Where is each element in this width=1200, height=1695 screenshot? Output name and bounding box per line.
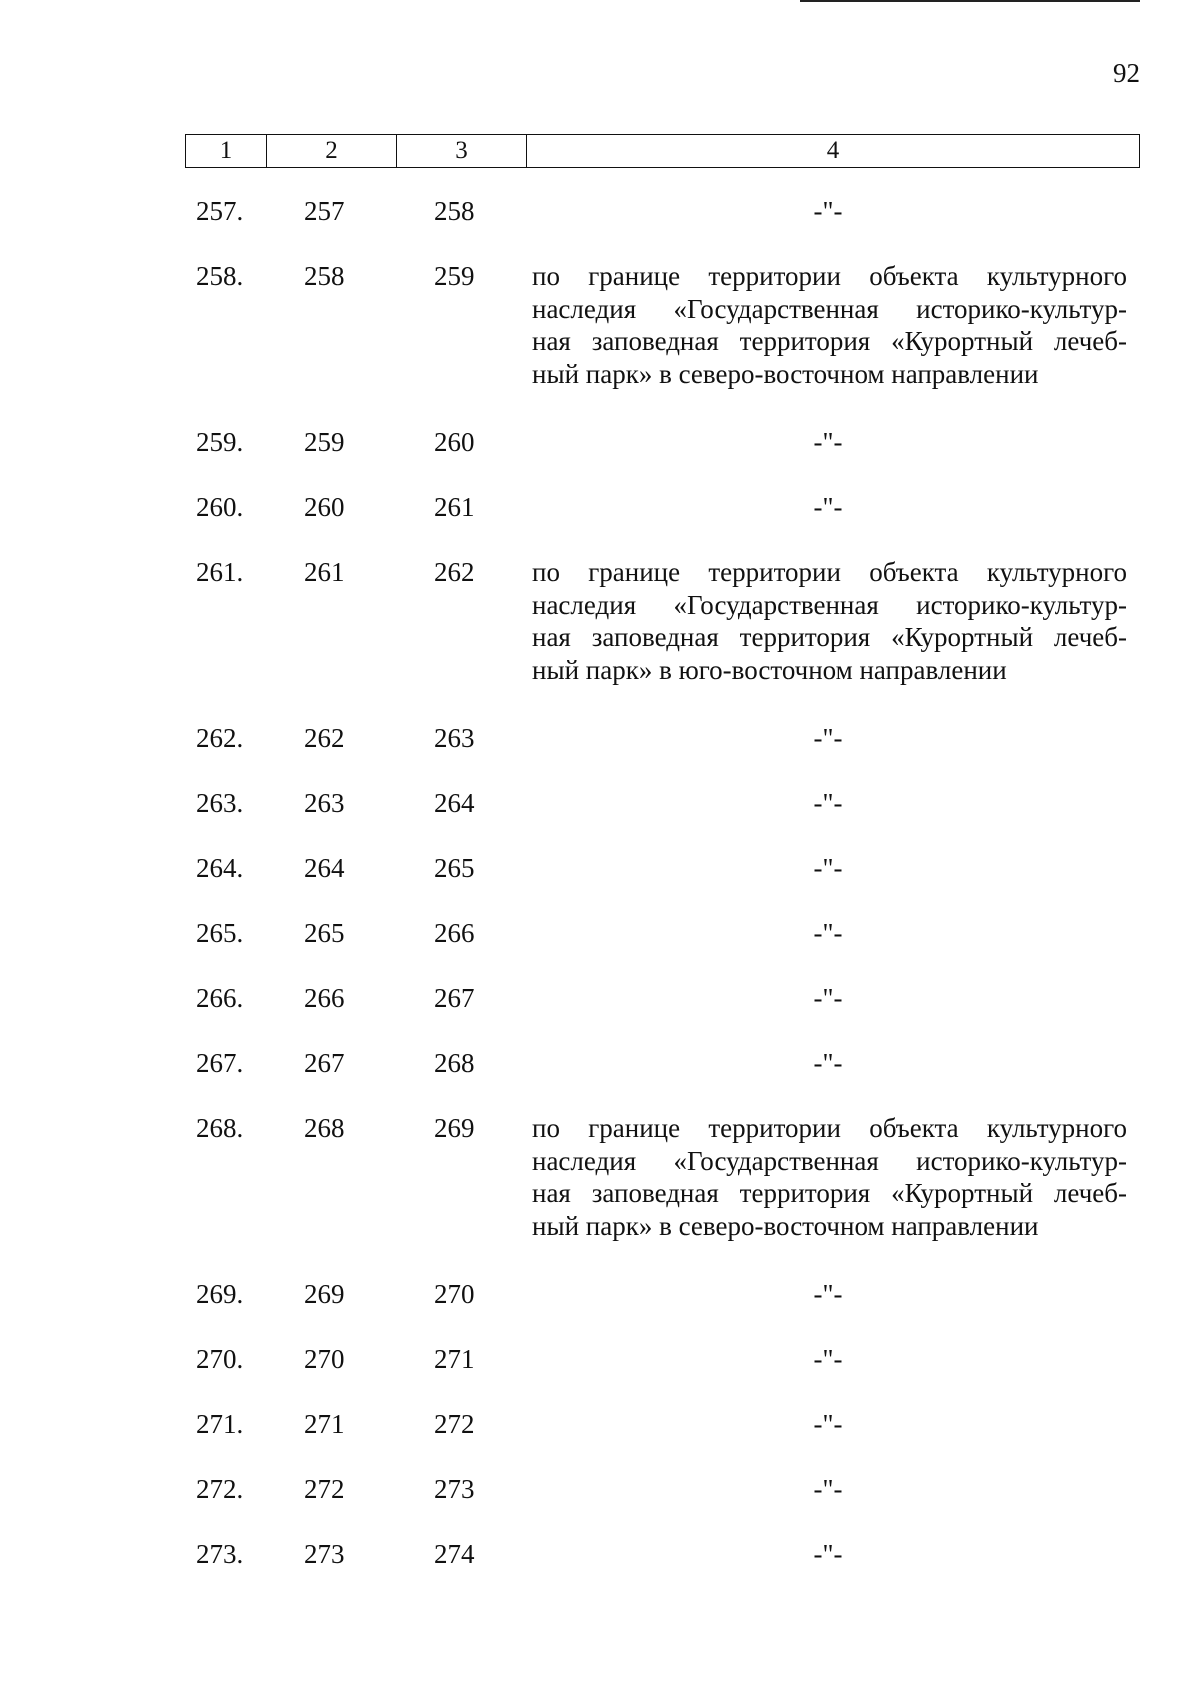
point-from: 271: [304, 1409, 345, 1439]
row-number: 257.: [196, 196, 244, 226]
point-from: 273: [304, 1539, 345, 1569]
point-from: 258: [304, 261, 345, 291]
boundary-description: -"-: [813, 788, 843, 818]
row-number: 258.: [196, 261, 244, 291]
point-to: 271: [434, 1344, 475, 1374]
boundary-description: -"-: [813, 1279, 843, 1309]
point-to: 270: [434, 1279, 475, 1309]
point-from: 263: [304, 788, 345, 818]
point-from: 266: [304, 983, 345, 1013]
row-number: 263.: [196, 788, 244, 818]
point-to: 263: [434, 723, 475, 753]
point-to: 268: [434, 1048, 475, 1078]
point-from: 260: [304, 492, 345, 522]
boundary-description: -"-: [813, 853, 843, 883]
boundary-description: -"-: [813, 918, 843, 948]
boundary-description: -"-: [813, 1409, 843, 1439]
table-header: [185, 134, 1140, 168]
description-line: по границе территории объекта культурного: [532, 557, 1127, 587]
description-line: наследия «Государственная историко-культур-: [532, 293, 1127, 324]
point-from: 262: [304, 723, 345, 753]
boundary-description: -"-: [813, 492, 843, 522]
description-line: ная заповедная территория «Курортный лечеб-: [532, 1178, 1127, 1208]
point-from: 257: [304, 196, 345, 226]
row-number: 265.: [196, 918, 244, 948]
row-number: 270.: [196, 1344, 244, 1374]
point-from: 259: [304, 427, 345, 457]
boundary-description: [532, 556, 1127, 686]
description-line: ная заповедная территория «Курортный лечеб-: [532, 326, 1127, 356]
point-from: 264: [304, 853, 345, 883]
point-to: 264: [434, 788, 475, 818]
header-col-3: 3: [397, 135, 527, 167]
point-to: 265: [434, 853, 475, 883]
point-to: 266: [434, 918, 475, 948]
point-from: 270: [304, 1344, 345, 1374]
row-number: 261.: [196, 557, 244, 587]
point-from: 265: [304, 918, 345, 948]
boundary-description: -"-: [813, 427, 843, 457]
row-number: 266.: [196, 983, 244, 1013]
boundary-description: [532, 1112, 1127, 1242]
description-line: по границе территории объекта культурного: [532, 261, 1127, 291]
point-to: 273: [434, 1474, 475, 1504]
row-number: 259.: [196, 427, 244, 457]
boundary-description: -"-: [813, 723, 843, 753]
point-to: 272: [434, 1409, 475, 1439]
row-number: 272.: [196, 1474, 244, 1504]
page-number: 92: [1113, 58, 1140, 88]
header-col-4: 4: [826, 137, 840, 164]
row-number: 271.: [196, 1409, 244, 1439]
description-line: наследия «Государственная историко-культур-: [532, 1145, 1127, 1176]
boundary-description: -"-: [813, 983, 843, 1013]
point-to: 269: [434, 1113, 475, 1143]
point-from: 267: [304, 1048, 345, 1078]
point-from: 268: [304, 1113, 345, 1143]
point-to: 258: [434, 196, 475, 226]
description-line: ный парк» в юго-восточном направлении: [532, 654, 1007, 685]
boundary-description: -"-: [813, 1474, 843, 1504]
row-number: 264.: [196, 853, 244, 883]
point-to: 261: [434, 492, 475, 522]
boundary-description: -"-: [813, 1344, 843, 1374]
row-number: 262.: [196, 723, 244, 753]
point-to: 267: [434, 983, 475, 1013]
row-number: 260.: [196, 492, 244, 522]
boundary-description: [532, 260, 1127, 390]
boundary-description: -"-: [813, 1539, 843, 1569]
boundary-description: -"-: [813, 196, 843, 226]
row-number: 268.: [196, 1113, 244, 1143]
boundary-description: -"-: [813, 1048, 843, 1078]
point-from: 272: [304, 1474, 345, 1504]
point-to: 260: [434, 427, 475, 457]
point-from: 261: [304, 557, 345, 587]
point-to: 274: [434, 1539, 475, 1569]
row-number: 267.: [196, 1048, 244, 1078]
description-line: ный парк» в северо-восточном направлении: [532, 1210, 1039, 1241]
header-col-1: 1: [186, 135, 267, 167]
point-to: 262: [434, 557, 475, 587]
row-number: 269.: [196, 1279, 244, 1309]
description-line: по границе территории объекта культурного: [532, 1113, 1127, 1143]
description-line: ный парк» в северо-восточном направлении: [532, 358, 1039, 389]
top-rule: [800, 0, 1140, 2]
description-line: ная заповедная территория «Курортный лечеб-: [532, 622, 1127, 652]
point-from: 269: [304, 1279, 345, 1309]
description-line: наследия «Государственная историко-культур-: [532, 589, 1127, 620]
row-number: 273.: [196, 1539, 244, 1569]
point-to: 259: [434, 261, 475, 291]
header-col-2: 2: [267, 135, 397, 167]
